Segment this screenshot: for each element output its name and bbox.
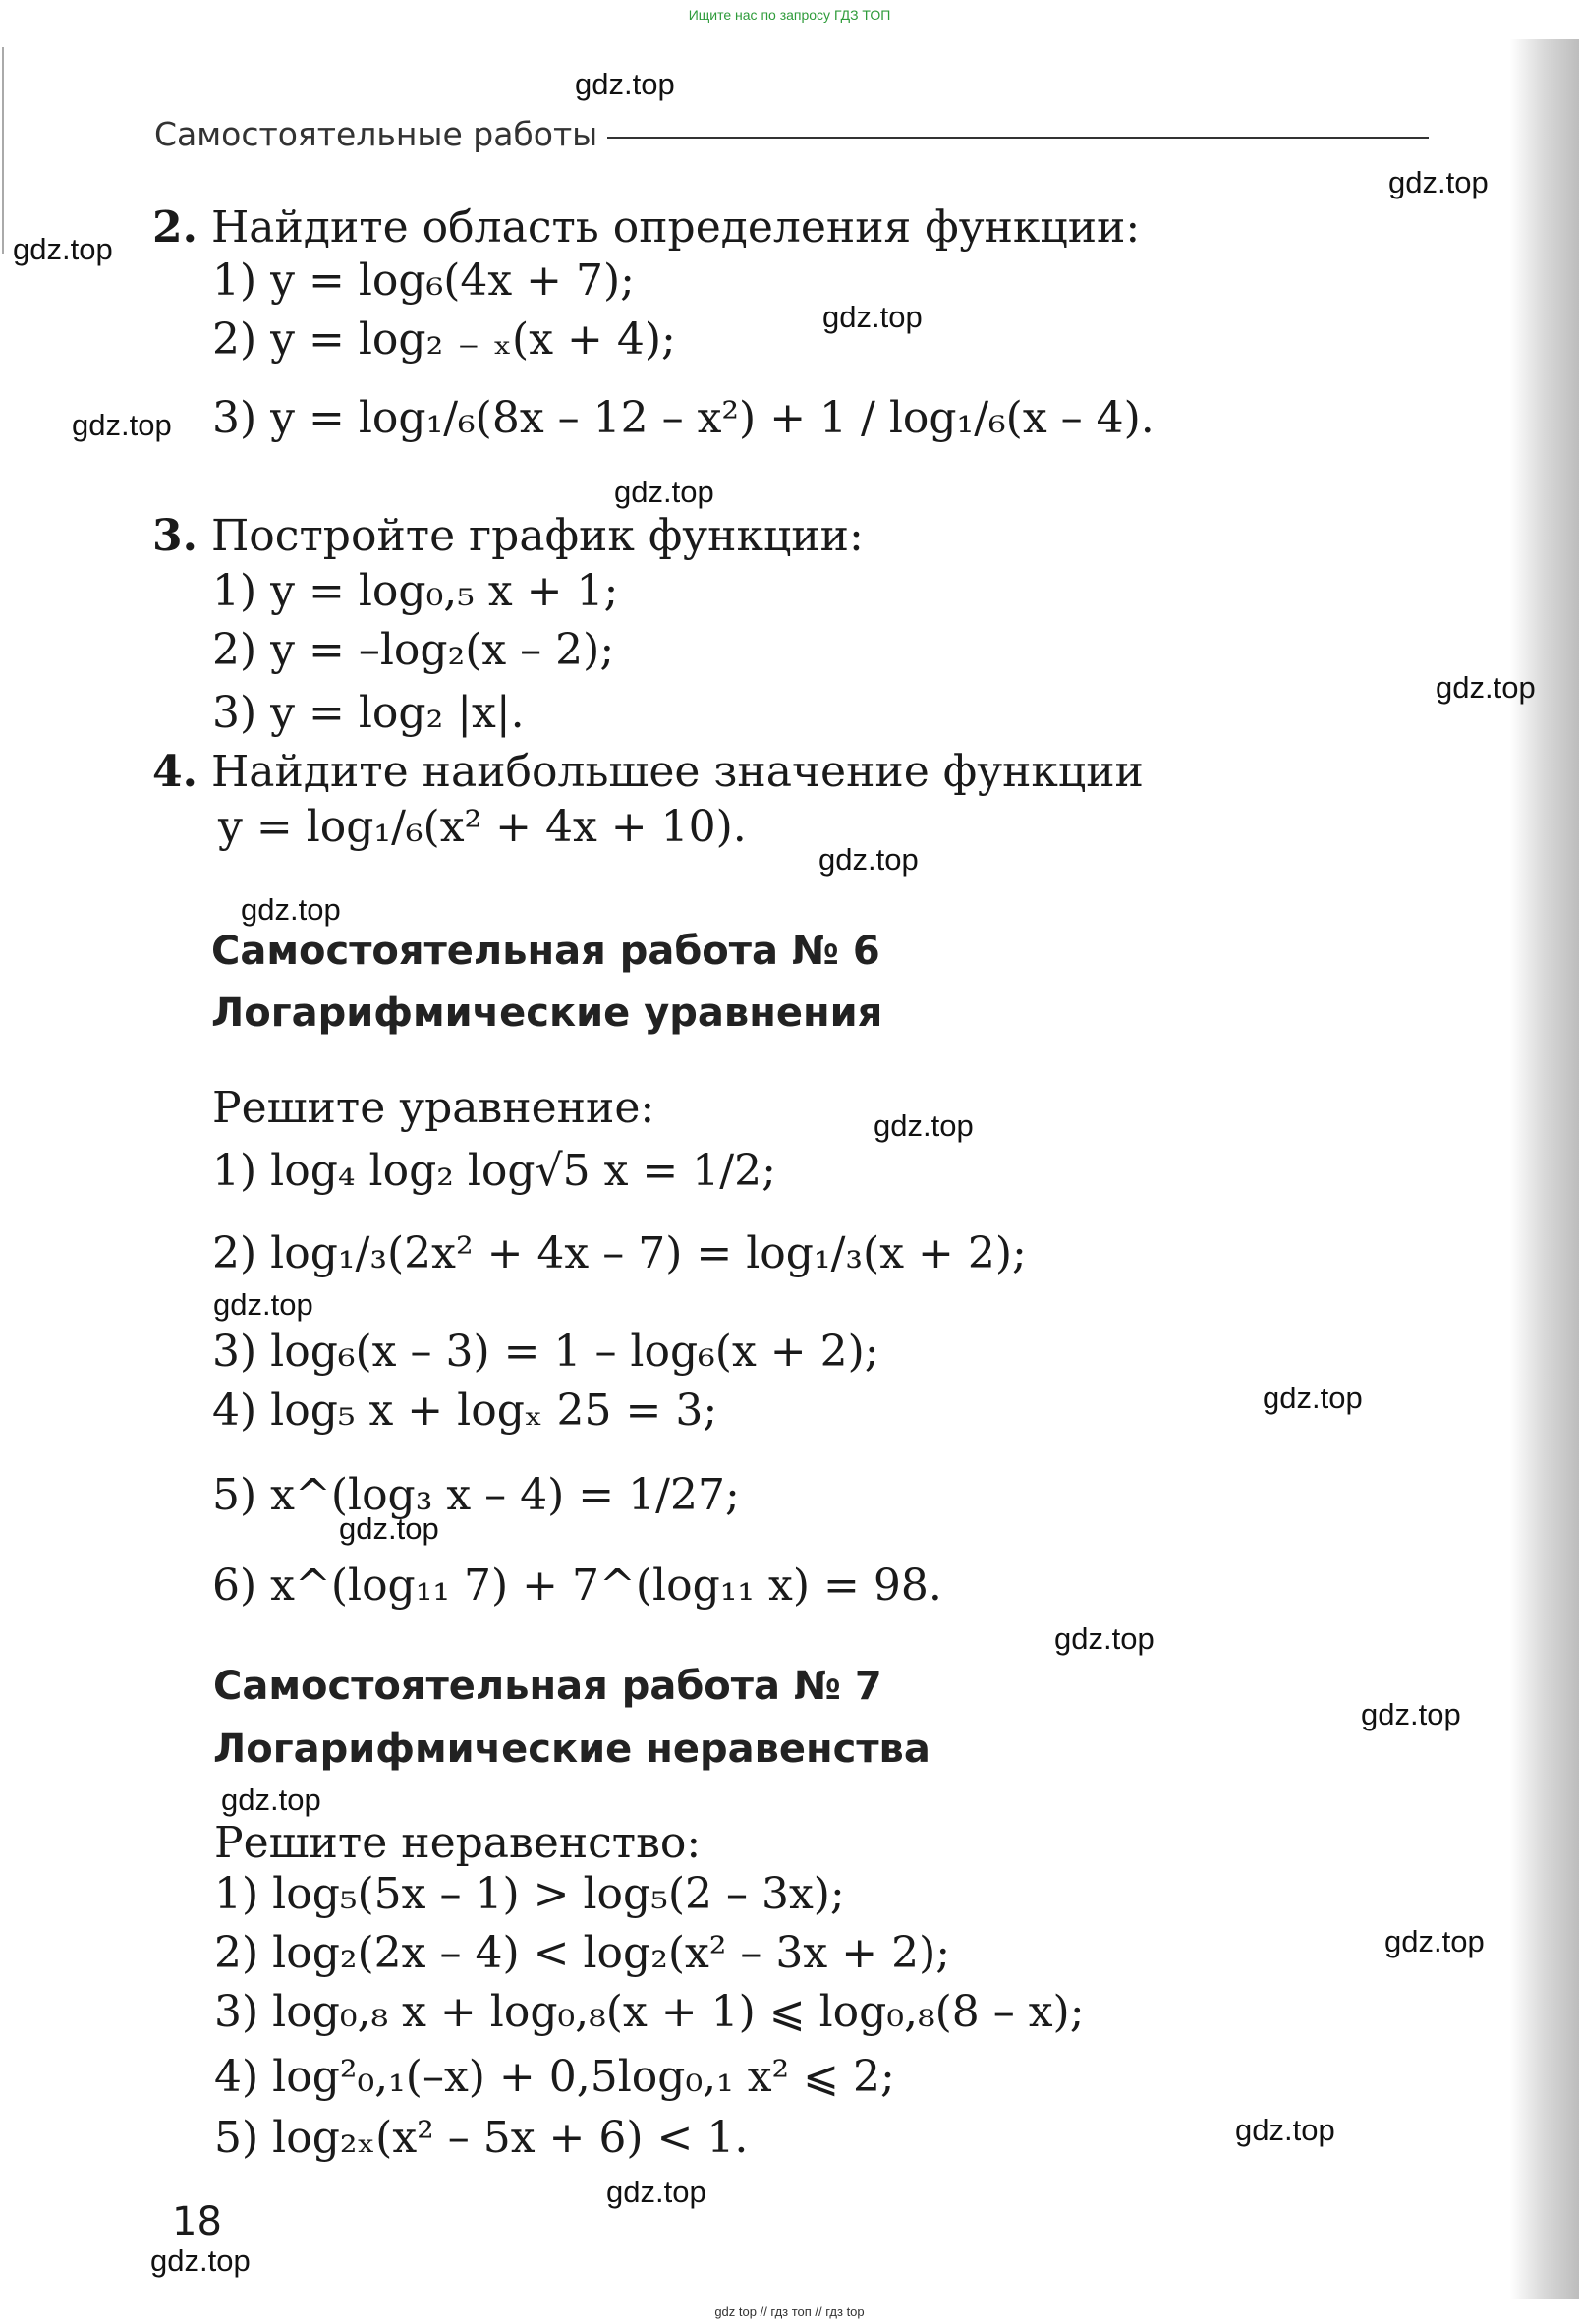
- watermark: gdz.top: [818, 842, 919, 877]
- margin-line: [2, 47, 4, 254]
- watermark: gdz.top: [213, 1287, 313, 1322]
- sr7-lead: Решите неравенство:: [214, 1818, 702, 1868]
- sr7-item-3: 3) log₀,₈ x + log₀,₈(x + 1) ⩽ log₀,₈(8 – x);: [214, 1987, 1085, 2037]
- sr6-subtitle: Логарифмические уравнения: [211, 991, 883, 1036]
- watermark: gdz.top: [1384, 1924, 1485, 1958]
- task4-number: 4.: [152, 747, 197, 797]
- watermark: gdz.top: [339, 1511, 439, 1546]
- watermark: gdz.top: [1263, 1381, 1363, 1415]
- sr6-item-2: 2) log₁/₃(2x² + 4x – 7) = log₁/₃(x + 2);: [212, 1228, 1027, 1278]
- task2-item-2: 2) y = log₂ ₋ ₓ(x + 4);: [212, 314, 676, 365]
- task2-item-3: 3) y = log₁/₆(8x – 12 – x²) + 1 / log₁/₆(x – 4).: [212, 393, 1155, 443]
- watermark: gdz.top: [221, 1783, 321, 1817]
- sr6-title: Самостоятельная работа № 6: [211, 929, 880, 974]
- watermark: gdz.top: [575, 67, 675, 101]
- sr6-lead: Решите уравнение:: [212, 1083, 655, 1133]
- sr7-item-4: 4) log²₀,₁(–x) + 0,5log₀,₁ x² ⩽ 2;: [214, 2052, 895, 2102]
- task4-text: Найдите наибольшее значение функции: [210, 747, 1144, 797]
- page-edge-shadow: [1510, 39, 1579, 2299]
- watermark: gdz.top: [150, 2243, 251, 2278]
- task3-item-3: 3) y = log₂ |x|.: [212, 688, 525, 738]
- watermark: gdz.top: [822, 300, 923, 334]
- task3-number: 3.: [152, 511, 197, 561]
- task4-heading: [152, 749, 1144, 796]
- sr6-item-5: 5) x^(log₃ x – 4) = 1/27;: [212, 1470, 740, 1520]
- sr7-subtitle: Логарифмические неравенства: [213, 1727, 930, 1772]
- watermark: gdz.top: [1361, 1697, 1461, 1731]
- watermark: gdz.top: [1235, 2113, 1335, 2147]
- sr7-title: Самостоятельная работа № 7: [213, 1664, 882, 1709]
- sr7-item-2: 2) log₂(2x – 4) < log₂(x² – 3x + 2);: [214, 1928, 951, 1978]
- sr6-item-6: 6) x^(log₁₁ 7) + 7^(log₁₁ x) = 98.: [212, 1560, 942, 1611]
- task4-formula: y = log₁/₆(x² + 4x + 10).: [218, 802, 747, 852]
- sr7-item-5: 5) log₂ₓ(x² – 5x + 6) < 1.: [214, 2113, 749, 2163]
- watermark: gdz.top: [1388, 165, 1489, 199]
- top-banner: Ищите нас по запросу ГДЗ ТОП: [688, 7, 891, 23]
- watermark: gdz.top: [606, 2175, 706, 2209]
- footer: gdz top // гдз топ // гдз top: [714, 2304, 865, 2319]
- watermark: gdz.top: [614, 475, 714, 509]
- sr6-item-4: 4) log₅ x + logₓ 25 = 3;: [212, 1386, 718, 1436]
- watermark: gdz.top: [1054, 1621, 1155, 1656]
- sr7-item-1: 1) log₅(5x – 1) > log₅(2 – 3x);: [214, 1869, 845, 1919]
- task2-item-1: 1) y = log₆(4x + 7);: [212, 255, 636, 306]
- running-header: Самостоятельные работы: [154, 115, 598, 153]
- task2-text: Найдите область определения функции:: [210, 202, 1141, 253]
- header-rule: [607, 137, 1429, 139]
- task3-item-1: 1) y = log₀,₅ x + 1;: [212, 566, 619, 616]
- sr6-item-3: 3) log₆(x – 3) = 1 – log₆(x + 2);: [212, 1327, 879, 1377]
- task3-item-2: 2) y = –log₂(x – 2);: [212, 625, 615, 675]
- watermark: gdz.top: [241, 892, 341, 927]
- watermark: gdz.top: [874, 1108, 974, 1143]
- task2-heading: [152, 204, 1140, 252]
- task3-text: Постройте график функции:: [210, 511, 864, 561]
- watermark: gdz.top: [72, 408, 172, 442]
- task2-number: 2.: [152, 202, 197, 253]
- watermark: gdz.top: [1436, 670, 1536, 705]
- page-number: 18: [172, 2199, 222, 2244]
- watermark: gdz.top: [13, 232, 113, 266]
- sr6-item-1: 1) log₄ log₂ log√5 x = 1/2;: [212, 1146, 776, 1196]
- task3-heading: [152, 513, 864, 560]
